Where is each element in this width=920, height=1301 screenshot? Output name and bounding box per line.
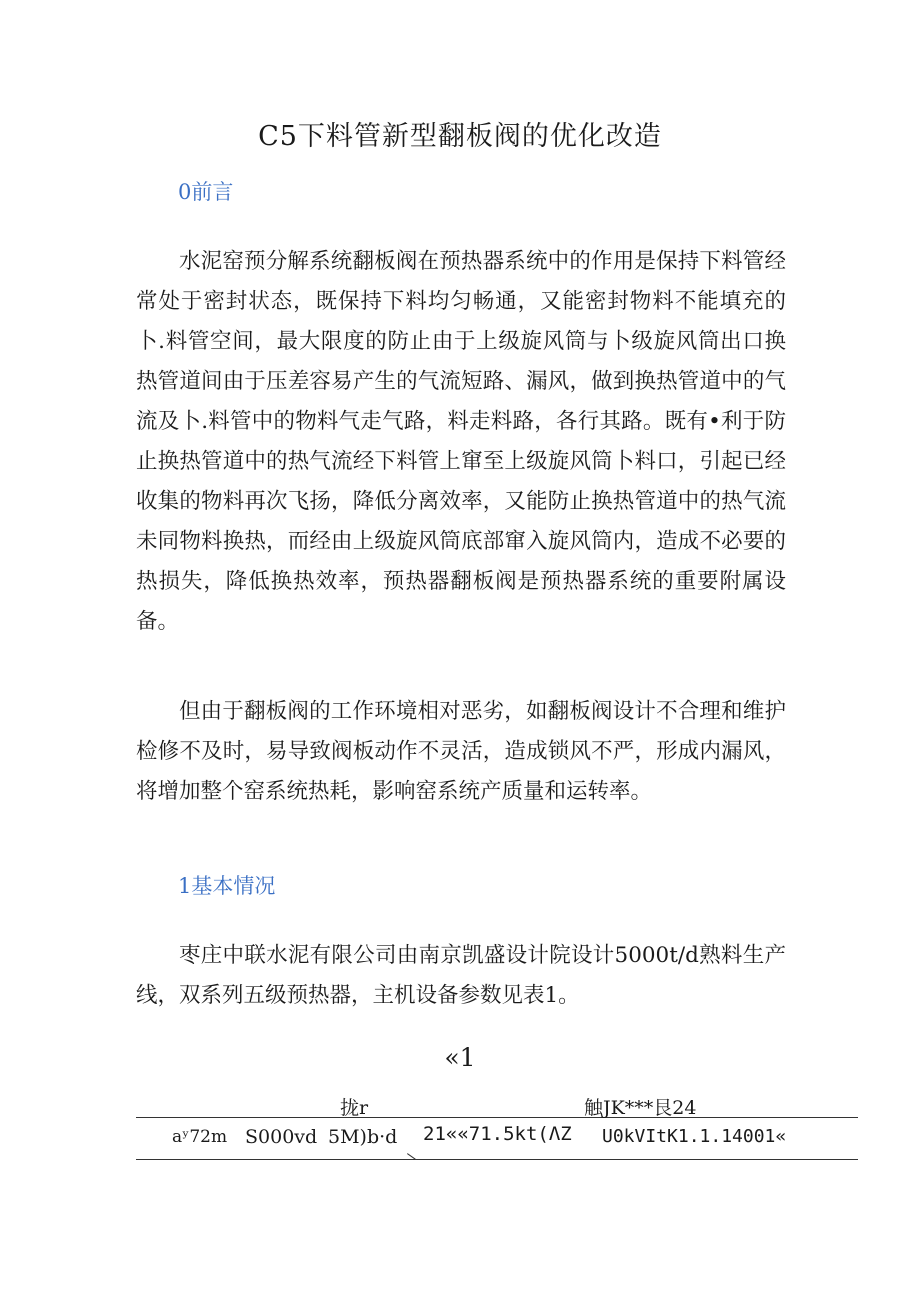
table-cell: 5M)b·d [328,1126,398,1148]
table-bottom-rule [136,1159,858,1160]
table-cell: 21««71.5kt(ΛZ [423,1123,572,1145]
paragraph-preface-1: 水泥窑预分解系统翻板阀在预热器系统中的作用是保持下料管经常处于密封状态，既保持下料均匀畅通，又能密封物料不能填充的卜.料管空间，最大限度的防止由于上级旋风筒与卜级旋风筒出口换热管道间由于压差容易产生的气流短路、漏风，做到换热管道中的气流及卜.料管中的物料气走气路，料走料路，各行其路。既有•利于防止换热管道中的热气流经下料管上窜至上级旋风筒卜料口，引起已经收集的物料再次飞扬，降低分离效率，又能防止换热管道中的热气流未同物料换热，而经由上级旋风筒底部窜入旋风筒内，造成不必要的热损失，降低换热效率，预热器翻板阀是预热器系统的重要附属设备。 [136,249,786,634]
paragraph-basic-info: 枣庄中联水泥有限公司由南京凯盛设计院设计5000t/d熟料生产线，双系列五级预热器，主机设备参数见表1。 [136,943,786,1008]
section-heading-basic-info: 1基本情况 [178,874,276,898]
table-cell: aʸ72m [172,1127,228,1147]
paragraph-preface-2: 但由于翻板阀的工作环境相对恶劣，如翻板阀设计不合理和维护检修不及时，易导致阀板动作不灵活，造成锁风不严，形成内漏风，将增加整个窑系统热耗，影响窑系统产质量和运转率。 [136,699,786,804]
table-cell: U0kVItK1.1.14001« [602,1126,787,1147]
table-header-cell: 触JK***艮24 [584,1097,697,1119]
document-title: C5下料管新型翻板阀的优化改造 [258,121,662,152]
table-caption: «1 [444,1043,476,1072]
table-header-cell: 拢r [340,1097,369,1119]
table-top-rule [136,1117,858,1118]
section-heading-preface: 0前言 [178,180,234,204]
table-cell: S000vd [245,1126,318,1148]
